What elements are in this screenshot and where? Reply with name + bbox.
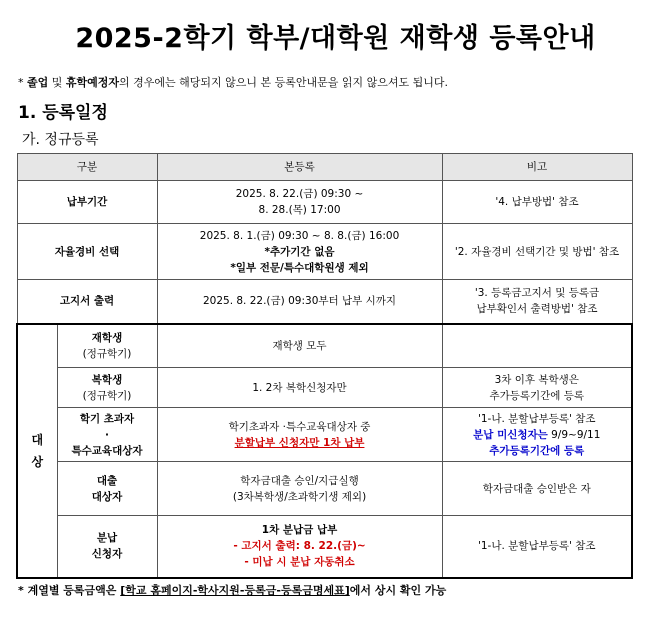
row-main: 1. 2차 복학신청자만 <box>157 368 442 408</box>
row-label: 고지서 출력 <box>17 280 157 324</box>
notice-word-leave: 휴학예정자 <box>65 76 120 89</box>
row-main <box>157 224 442 280</box>
label-main: 재학생 <box>91 331 123 344</box>
main-line: 학기초과자 ·특수교육대상자 중 <box>228 420 371 433</box>
row-label <box>57 516 157 578</box>
installment-only-notice: 분할납부 신청자만 1차 납부 <box>234 436 365 449</box>
row-main <box>157 462 442 516</box>
footnote-suffix: 에서 상시 확인 가능 <box>349 584 447 597</box>
page-title: 2025-2학기 학부/대학원 재학생 등록안내 <box>75 23 596 54</box>
row-note <box>442 280 632 324</box>
row-label <box>57 368 157 408</box>
notice-red: - 고지서 출력: 8. 22.(금)~ <box>233 540 366 553</box>
header-note: 비고 <box>442 154 632 181</box>
row-note <box>442 324 632 368</box>
notice-red: - 미납 시 분납 자동취소 <box>244 556 355 569</box>
table-row <box>17 462 632 516</box>
row-note: '4. 납부방법' 참조 <box>442 181 632 224</box>
row-note <box>442 368 632 408</box>
header-main: 본등록 <box>157 154 442 181</box>
schedule-table <box>16 153 633 579</box>
row-main <box>157 408 442 462</box>
no-extra-period: *추가기간 없음 <box>264 245 335 258</box>
note-line: 납부확인서 출력방법' 참조 <box>476 303 598 316</box>
footnote-path: [학교 홈페이지-학사지원-등록금-등록금명세표] <box>120 584 350 597</box>
footnote <box>18 582 446 598</box>
label-main: 복학생 <box>91 373 123 386</box>
label-second: 신청자 <box>91 548 123 561</box>
self-expense-period: 2025. 8. 1.(금) 09:30 ~ 8. 8.(금) 16:00 <box>199 229 400 242</box>
table-row <box>17 324 632 368</box>
table-row <box>17 280 632 324</box>
row-main <box>157 181 442 224</box>
note-line: 추가등록기간에 등록 <box>489 389 585 402</box>
main-line: (3차복학생/초과학기생 제외) <box>232 490 367 503</box>
exclusion-note: *일부 전문/특수대학원생 제외 <box>230 261 369 274</box>
row-note: 학자금대출 승인받은 자 <box>442 462 632 516</box>
table-header-row <box>17 154 632 181</box>
note-line: '1-나. 분할납부등록' 참조 <box>477 412 596 425</box>
payment-period-start: 2025. 8. 22.(금) 09:30 ~ <box>235 188 364 200</box>
target-label-text <box>22 429 53 473</box>
row-label <box>57 408 157 462</box>
note-blue: 추가등록기간에 등록 <box>489 444 585 457</box>
label-main: 분납 <box>96 532 118 545</box>
note-line: 3차 이후 복학생은 <box>494 373 579 386</box>
label-main: 학기 초과자 <box>79 412 135 425</box>
notice-rest: 의 경우에는 해당되지 않으니 본 등록안내문을 읽지 않으셔도 됩니다. <box>119 76 449 89</box>
label-sub: (정규학기) <box>82 347 132 360</box>
table-row <box>17 408 632 462</box>
header-category: 구분 <box>17 154 157 181</box>
table-row <box>17 368 632 408</box>
label-sub: (정규학기) <box>82 389 132 402</box>
row-label: 납부기간 <box>17 181 157 224</box>
notice-word-graduate: 졸업 <box>27 76 49 89</box>
target-label-char: 대 <box>31 432 44 447</box>
subsection-heading: 가. 정규등록 <box>22 132 99 148</box>
row-main: 재학생 모두 <box>157 324 442 368</box>
note-blue: 분납 미신청자는 <box>473 428 548 441</box>
row-note: '1-나. 분할납부등록' 참조 <box>442 516 632 578</box>
footnote-prefix: * 계열별 등록금액은 <box>18 584 121 597</box>
table-row <box>17 181 632 224</box>
target-label <box>17 324 57 578</box>
row-label <box>57 324 157 368</box>
label-second: 대상자 <box>91 490 123 503</box>
label-dot: · <box>105 428 109 441</box>
row-note: '2. 자율경비 선택기간 및 방법' 참조 <box>442 224 632 280</box>
row-main <box>157 516 442 578</box>
notice-text <box>18 74 448 90</box>
note-line: '3. 등록금고지서 및 등록금 <box>474 287 600 300</box>
notice-prefix: * <box>18 76 27 89</box>
label-main: 대출 <box>96 474 118 487</box>
target-label-char: 상 <box>31 454 44 469</box>
label-second: 특수교육대상자 <box>71 444 143 457</box>
row-main: 2025. 8. 22.(금) 09:30부터 납부 시까지 <box>157 280 442 324</box>
row-label <box>57 462 157 516</box>
section-heading: 1. 등록일정 <box>18 103 108 123</box>
main-bold: 1차 분납금 납부 <box>261 524 338 537</box>
note-dates: 9/9~9/11 <box>547 428 601 441</box>
main-line: 학자금대출 승인/지급실행 <box>240 474 359 487</box>
table-row <box>17 224 632 280</box>
notice-mid: 및 <box>48 76 66 89</box>
row-label: 자율경비 선택 <box>17 224 157 280</box>
row-note <box>442 408 632 462</box>
payment-period-end: 8. 28.(목) 17:00 <box>258 204 341 216</box>
table-row <box>17 516 632 578</box>
